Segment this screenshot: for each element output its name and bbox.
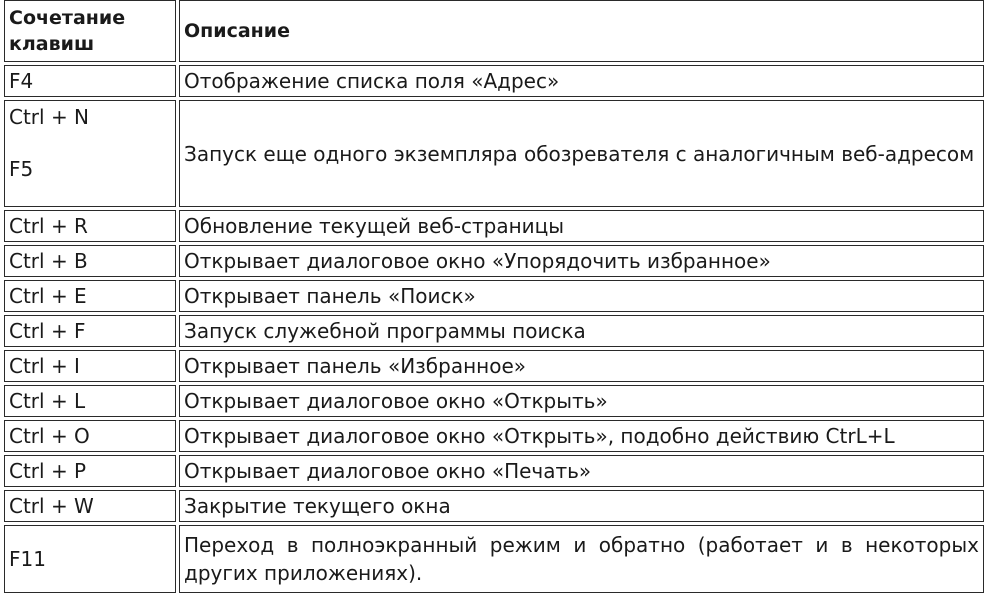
header-key-line1: Сочетание [9,7,126,29]
row-keys: Ctrl + E [4,280,176,312]
shortcuts-table [1,0,987,596]
table-row [4,350,984,382]
table-header-row [4,0,984,62]
row-description: Запуск служебной программы поиска [179,315,984,347]
row-description: Обновление текущей веб-страницы [179,210,984,242]
table-row [4,420,984,452]
row-keys: Ctrl + O [4,420,176,452]
row-description: Отображение списка поля «Адрес» [179,65,984,97]
table-row [4,65,984,97]
shortcuts-table-container [1,0,987,596]
row-keys: Ctrl + L [4,385,176,417]
header-description [179,0,984,62]
row-keys: Ctrl + F [4,315,176,347]
row-keys: F11 [4,525,176,593]
table-row [4,455,984,487]
row-keys: Ctrl + I [4,350,176,382]
header-description-label: Описание [184,20,291,42]
table-row [4,490,984,522]
row-description: Открывает диалоговое окно «Открыть» [179,385,984,417]
row-description: Открывает диалоговое окно «Упорядочить избранное» [179,245,984,277]
table-row [4,245,984,277]
table-row [4,280,984,312]
row-description: Открывает панель «Избранное» [179,350,984,382]
row-keys: Ctrl + B [4,245,176,277]
row-description: Открывает диалоговое окно «Печать» [179,455,984,487]
table-row [4,315,984,347]
row-description: Открывает панель «Поиск» [179,280,984,312]
table-row [4,100,984,207]
header-key-line2: клавиш [9,33,95,55]
row-description: Открывает диалоговое окно «Открыть», подобно действию CtrL+L [179,420,984,452]
row-key-2: F5 [9,157,34,181]
row-keys: Ctrl + W [4,490,176,522]
row-keys: F4 [4,65,176,97]
row-keys: Ctrl + R [4,210,176,242]
row-description: Запуск еще одного экземпляра обозревателя с аналогичным веб-адресом [179,100,984,207]
row-description: Закрытие текущего окна [179,490,984,522]
row-keys [4,100,176,207]
table-row [4,210,984,242]
row-description: Переход в полноэкранный режим и обратно (работает и в некоторых других приложениях). [179,525,984,593]
header-key-combination [4,0,176,62]
table-row [4,525,984,593]
row-keys: Ctrl + P [4,455,176,487]
row-key-1: Ctrl + N [9,105,90,129]
table-row [4,385,984,417]
